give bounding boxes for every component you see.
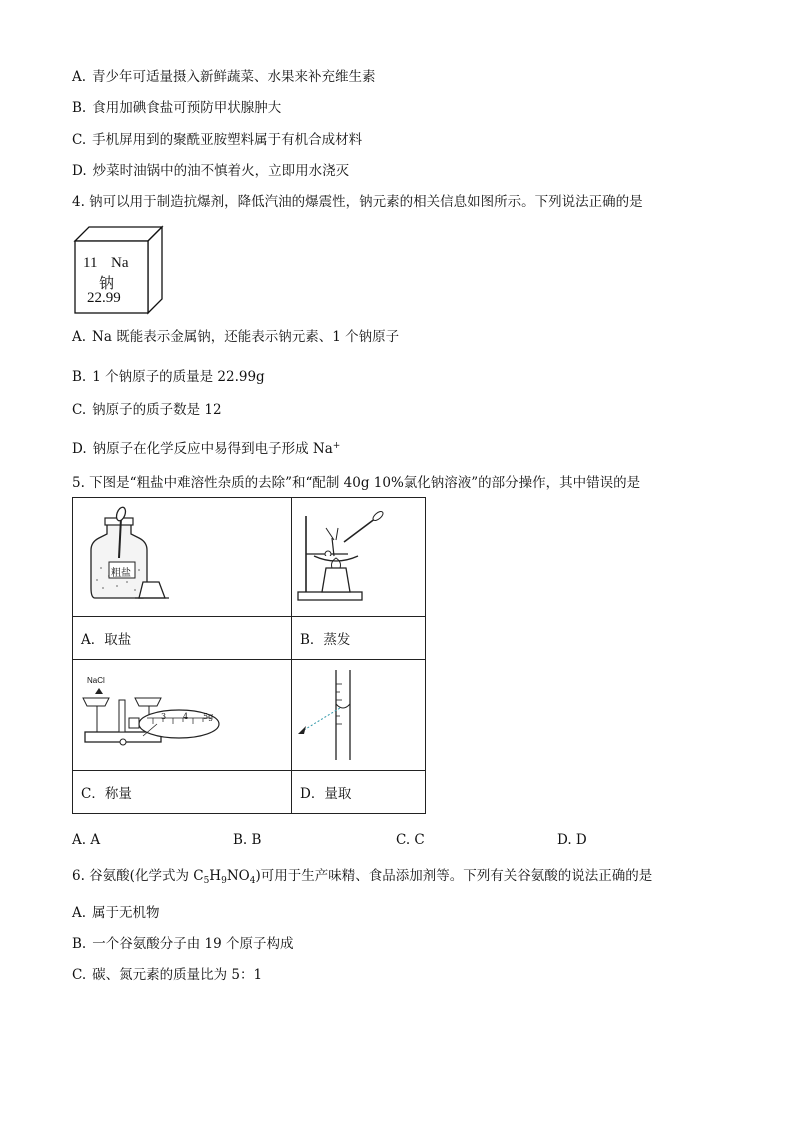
q6-option-b: B. 一个谷氨酸分子由 19 个原子构成 [72,936,294,952]
nacl-label: NaCl [87,676,105,685]
caption-b: B．蒸发 [292,617,426,660]
q6-option-c: C. 碳、氮元素的质量比为 5：1 [72,967,263,983]
element-mass: 22.99 [87,290,121,306]
scale-tick-5g: 5g [203,712,214,721]
q5-answer-c: C. C [396,832,425,848]
cell-d-image [292,660,426,771]
q5-answer-a: A. A [72,832,101,848]
q6-stem: 6. 谷氨酸(化学式为 $C_5H_9NO_4$)可用于生产味精、食品添加剂等。下列有关谷氨酸的说法正确的是 [72,868,653,886]
scale-tick-4: 4 [183,712,189,721]
q4-option-b: B. 1 个钠原子的质量是 22.99g [72,369,265,385]
cell-c-image [73,660,292,771]
graduated-cylinder-icon [292,660,425,766]
q3-option-b: B. 食用加碘食盐可预防甲状腺肿大 [72,100,282,116]
q3-option-c: C. 手机屏用到的聚酰亚胺塑料属于有机合成材料 [72,132,363,148]
scale-tick-3: 3 [161,712,167,721]
element-number: 11 [83,255,98,271]
operations-table [72,497,426,814]
caption-a: A．取盐 [73,617,292,660]
cell-a-image [73,498,292,617]
q5-stem: 5. 下图是“粗盐中难溶性杂质的去除”和“配制 40g 10%氯化钠溶液”的部分操作，其中错误的是 [72,475,641,491]
bottle-label: 粗盐 [111,568,131,579]
q3-option-a: A. 青少年可适量摄入新鲜蔬菜、水果来补充维生素 [72,69,376,85]
caption-d: D．量取 [292,771,426,814]
element-cube [73,225,165,319]
q3-option-d: D. 炒菜时油锅中的油不慎着火，立即用水浇灭 [72,163,350,179]
cell-b-image [292,498,426,617]
caption-c: C．称量 [73,771,292,814]
evaporation-setup-icon [292,498,425,612]
q6-option-a: A. 属于无机物 [72,905,160,921]
q5-answer-d: D. D [557,832,587,848]
q4-option-c: C. 钠原子的质子数是 12 [72,402,222,418]
salt-bottle-icon [73,498,291,612]
q4-option-a: A. Na 既能表示金属钠，还能表示钠元素、1 个钠原子 [72,329,400,345]
q4-stem: 4. 钠可以用于制造抗爆剂，降低汽油的爆震性，钠元素的相关信息如图所示。下列说法正确的是 [72,194,643,210]
element-name: 钠 [99,276,115,292]
q4-option-d: D. 钠原子在化学反应中易得到电子形成 Na+ [72,441,341,457]
balance-scale-icon [73,660,291,766]
q5-answer-b: B. B [233,832,262,848]
element-symbol: Na [111,255,129,271]
